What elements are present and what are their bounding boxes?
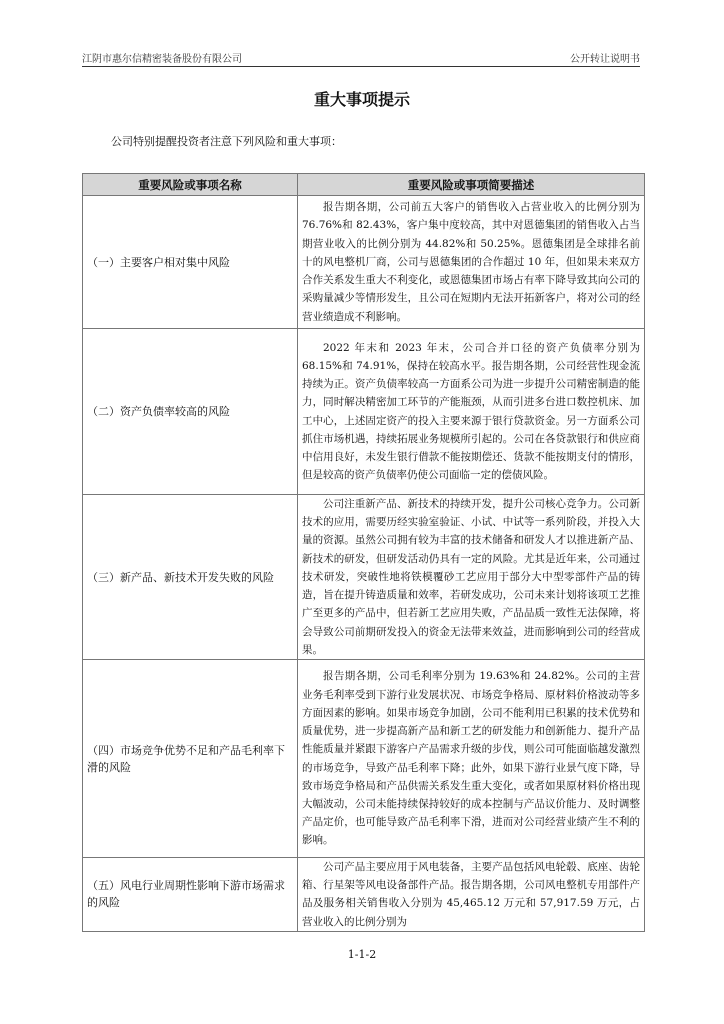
risk-desc: 报告期各期，公司前五大客户的销售收入占营业收入的比例分别为 76.76%和 82.43%，客户集中度较高，其中对恩德集团的销售收入占当期营业收入的比例分别为 44.82%和 50.25%。恩德集团是全球排名前十的风电整机厂商，公司与恩德集团的合作超过 10 年，但如果未来双方合作关系发生重大不利变化，或恩德集团市场占有率下降导致其向公司的采购量减少等情形发生，且公司在短期内无法开拓新客户，将对公司的经营业绩造成不利影响。 — [298, 196, 645, 329]
risk-desc: 2022 年末和 2023 年末，公司合并口径的资产负债率分别为 68.15%和 74.91%，保持在较高水平。报告期各期，公司经营性现金流持续为正。资产负债率较高一方面系公司为进一步提升公司精密制造的能力，同时解决精密加工环节的产能瓶颈，从而引进多台进口数控机床、加工中心，上述固定资产的投入主要来源于银行贷款资金。另一方面系公司抓住市场机遇，持续拓展业务规模所引起的。公司在各贷款银行和供应商中信用良好，未发生银行借款不能按期偿还、货款不能按期支付的情形，但是较高的资产负债率仍使公司面临一定的偿债风险。 — [298, 329, 645, 495]
risk-desc: 报告期各期，公司毛利率分别为 19.63%和 24.82%。公司的主营业务毛利率受到下游行业发展状况、市场竞争格局、原材料价格波动等多方面因素的影响。如果市场竞争加剧，公司不能利用已积累的技术优势和质量优势，进一步提高新产品和新工艺的研发能力和创新能力、提升产品性能质量并紧跟下游客户产品需求升级的步伐，则公司可能面临越发激烈的市场竞争，导致产品毛利率下降；此外，如果下游行业景气度下降，导致市场竞争格局和产品供需关系发生重大变化，或者如果原材料价格出现大幅波动，公司未能持续保持较好的成本控制与产品议价能力、及时调整产品定价，也可能导致产品毛利率下滑，进而对公司经营业绩产生不利的影响。 — [298, 660, 645, 858]
header-divider — [82, 66, 640, 67]
page-title: 重大事项提示 — [313, 90, 410, 109]
risk-desc: 公司注重新产品、新技术的持续开发，提升公司核心竞争力。公司新技术的应用，需要历经实验室验证、小试、中试等一系列阶段，并投入大量的资源。虽然公司拥有较为丰富的技术储备和研发人才以推进新产品、新技术的研发，但研发活动仍具有一定的风险。尤其是近年来，公司通过技术研发，突破性地将铁模覆砂工艺应用于部分大中型零部件产品的铸造，旨在提升铸造质量和效率，若研发成功，公司未来计划将该项工艺推广至更多的产品中，但若新工艺应用失败，产品品质一致性无法保障，将会导致公司前期研发投入的资金无法带来效益，进而影响到公司的经营成果。 — [298, 495, 645, 660]
risk-name: （一）主要客户相对集中风险 — [83, 196, 298, 329]
intro-text: 公司特别提醒投资者注意下列风险和重大事项： — [111, 135, 342, 148]
risk-name: （五）风电行业周期性影响下游市场需求的风险 — [83, 858, 298, 932]
page-number: 1-1-2 — [347, 948, 377, 961]
risk-table — [82, 173, 645, 932]
risk-name: （四）市场竞争优势不足和产品毛利率下滑的风险 — [83, 660, 298, 858]
table-header-row — [83, 174, 645, 196]
risk-name: （三）新产品、新技术开发失败的风险 — [83, 495, 298, 660]
header-doc-type: 公开转让说明书 — [570, 54, 640, 65]
risk-desc: 公司产品主要应用于风电装备，主要产品包括风电轮毂、底座、齿轮箱、行星架等风电设备部件产品。报告期各期，公司风电整机专用部件产品及服务相关销售收入分别为 45,465.12 万元和 57,917.59 万元，占营业收入的比例分别为 — [298, 858, 645, 932]
table-row — [83, 329, 645, 495]
table-row — [83, 858, 645, 932]
table-row — [83, 660, 645, 858]
page-header — [82, 50, 640, 65]
table-row — [83, 495, 645, 660]
header-company: 江阴市惠尔信精密装备股份有限公司 — [82, 54, 242, 65]
table-row — [83, 196, 645, 329]
col-header-name: 重要风险或事项名称 — [83, 174, 298, 196]
col-header-desc: 重要风险或事项简要描述 — [298, 174, 645, 196]
risk-name: （二）资产负债率较高的风险 — [83, 329, 298, 495]
